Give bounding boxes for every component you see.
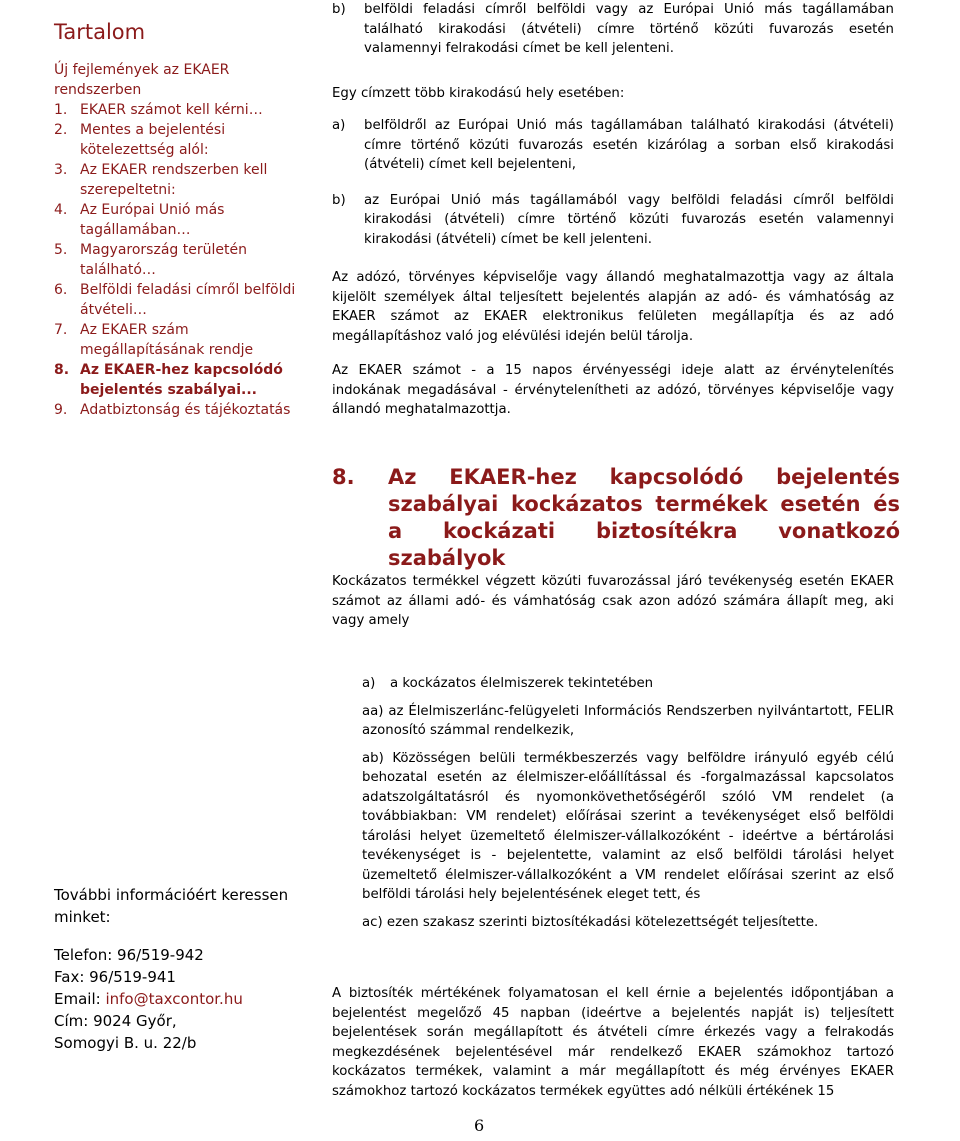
list-item-aa: aa) az Élelmiszerlánc-felügyeleti Információs Rendszerben nyilvántartott, FELIR azonosító számmal rendelkezik, bbox=[362, 703, 894, 738]
paragraph-4: A biztosíték mértékének folyamatosan el kell érnie a bejelentés időpontjában a bejelentést megelőző 45 napban (ideértve a bejelentés napját is) teljesített bejelentések során megállapított és átvételi címre érkezés vagy a felrakodás megkezdésének bejelentésével már rendelkező EKAER számokhoz tartozó kockázatos termékek, valamint a már megállapított és még érvényes EKAER számokhoz tartozó kockázatos termékek együttes adó nélküli értékének 15 bbox=[332, 986, 894, 1099]
list-item-ab: ab) Közösségen belüli termékbeszerzés vagy belföldre irányuló egyéb célú behozatal esetén az élelmiszer-előállítással és -forgalmazással kapcsolatos adatszolgáltatásról és nyomonkövethetőségéről szóló VM rendelet (a továbbiakban: VM rendelet) előírásai szerint a tevékenységet első belföldi tárolási helyet üzemeltető élelmiszer-vállalkozóként - ideértve a bértárolási tevékenységet is - bejelentette, valamint az első belföldi tárolási helyet üzemeltető élelmiszer-vállalkozóként a VM rendelet előírásai szerint az első belföldi tárolási hely bejelentésének eleget tett, és bbox=[362, 750, 894, 902]
toc-item-7[interactable]: 7. Az EKAER szám megállapításának rendje bbox=[54, 322, 254, 358]
toc-item-8[interactable]: 8. Az EKAER-hez kapcsolódó bejelentés szabályai... bbox=[54, 362, 283, 398]
list-risky-products bbox=[362, 674, 894, 932]
section-heading bbox=[332, 464, 900, 572]
toc-item-4[interactable]: 4. Az Európai Unió más tagállamában… bbox=[54, 202, 225, 238]
contact-email-label: Email: bbox=[54, 990, 106, 1008]
list-item-a: a) belföldről az Európai Unió más tagállamában található kirakodási (átvételi) címre történő közúti fuvarozás esetén kizárólag a sorban első kirakodási (átvételi) címet kell bejelenteni, bbox=[332, 118, 894, 172]
contact-email-link[interactable]: info@taxcontor.hu bbox=[105, 990, 243, 1008]
list-item-ac: ac) ezen szakasz szerinti biztosítékadási kötelezettségét teljesítette. bbox=[362, 914, 819, 930]
contact-fax: Fax: 96/519-941 bbox=[54, 968, 176, 986]
section-title: Az EKAER-hez kapcsolódó bejelentés szabályai kockázatos termékek esetén és a kockázati biztosítékra vonatkozó szabályok bbox=[388, 465, 900, 570]
toc-title: Tartalom bbox=[54, 20, 146, 44]
toc-item-9[interactable]: 9. Adatbiztonság és tájékoztatás bbox=[54, 402, 291, 418]
page-number: 6 bbox=[474, 1116, 485, 1135]
content-upper bbox=[332, 0, 894, 59]
toc-item-6[interactable]: 6. Belföldi feladási címről belföldi átvételi… bbox=[54, 282, 296, 318]
list-item-top-b: b) belföldi feladási címről belföldi vagy az Európai Unió más tagállamában található kirakodási (átvételi) címre történő közúti fuvarozás esetén valamennyi felrakodási címet be kell jelenteni. bbox=[332, 2, 894, 56]
paragraph-1: Az adózó, törvényes képviselője vagy állandó meghatalmazottja vagy az általa kijelölt személyek által teljesített bejelentés alapján az adó- és vámhatóság az EKAER számot az EKAER elektronikus felületen megállapítja és az adó megállapításhoz való jog elévülési idején belül tárolja. bbox=[332, 270, 894, 344]
list-item-b: b) az Európai Unió más tagállamából vagy belföldi feladási címről belföldi kirakodási (átvételi) címre történő közúti fuvarozás esetén valamennyi kirakodási (átvételi) címet be kell jelenteni. bbox=[332, 192, 894, 247]
contact-email-row bbox=[54, 988, 314, 1010]
toc-item-3[interactable]: 3. Az EKAER rendszerben kell szerepeltetni: bbox=[54, 162, 268, 198]
contact-phone: Telefon: 96/519-942 bbox=[54, 946, 204, 964]
toc-item-5[interactable]: 5. Magyarország területén található… bbox=[54, 242, 247, 278]
list-item-sa: a) a kockázatos élelmiszerek tekintetében bbox=[362, 676, 654, 691]
table-of-contents bbox=[54, 18, 304, 420]
contact-address-line2: Somogyi B. u. 22/b bbox=[54, 1034, 197, 1052]
intro-paragraph: Egy címzett több kirakodású hely esetében: bbox=[332, 86, 625, 101]
contact-address-line1: Cím: 9024 Győr, bbox=[54, 1012, 177, 1030]
toc-item-2[interactable]: 2. Mentes a bejelentési kötelezettség alól: bbox=[54, 122, 226, 158]
contact-heading: További információért keressen minket: bbox=[54, 886, 289, 926]
paragraph-3: Kockázatos termékkel végzett közúti fuvarozással járó tevékenység esetén EKAER számot az állami adó- és vámhatóság csak azon adózó számára állapít meg, aki vagy amely bbox=[332, 574, 894, 628]
section-number: 8. bbox=[332, 465, 355, 489]
toc-item-1[interactable]: 1. EKAER számot kell kérni… bbox=[54, 102, 263, 118]
list-multiple-unloading bbox=[332, 116, 894, 249]
contact-info bbox=[54, 884, 314, 1054]
toc-item-new-developments[interactable]: Új fejlemények az EKAER rendszerben bbox=[54, 62, 230, 98]
paragraph-2: Az EKAER számot - a 15 napos érvényességi ideje alatt az érvénytelenítés indokának megadásával - érvénytelenítheti az adózó, törvényes képviselője vagy állandó meghatalmazottja. bbox=[332, 363, 894, 417]
